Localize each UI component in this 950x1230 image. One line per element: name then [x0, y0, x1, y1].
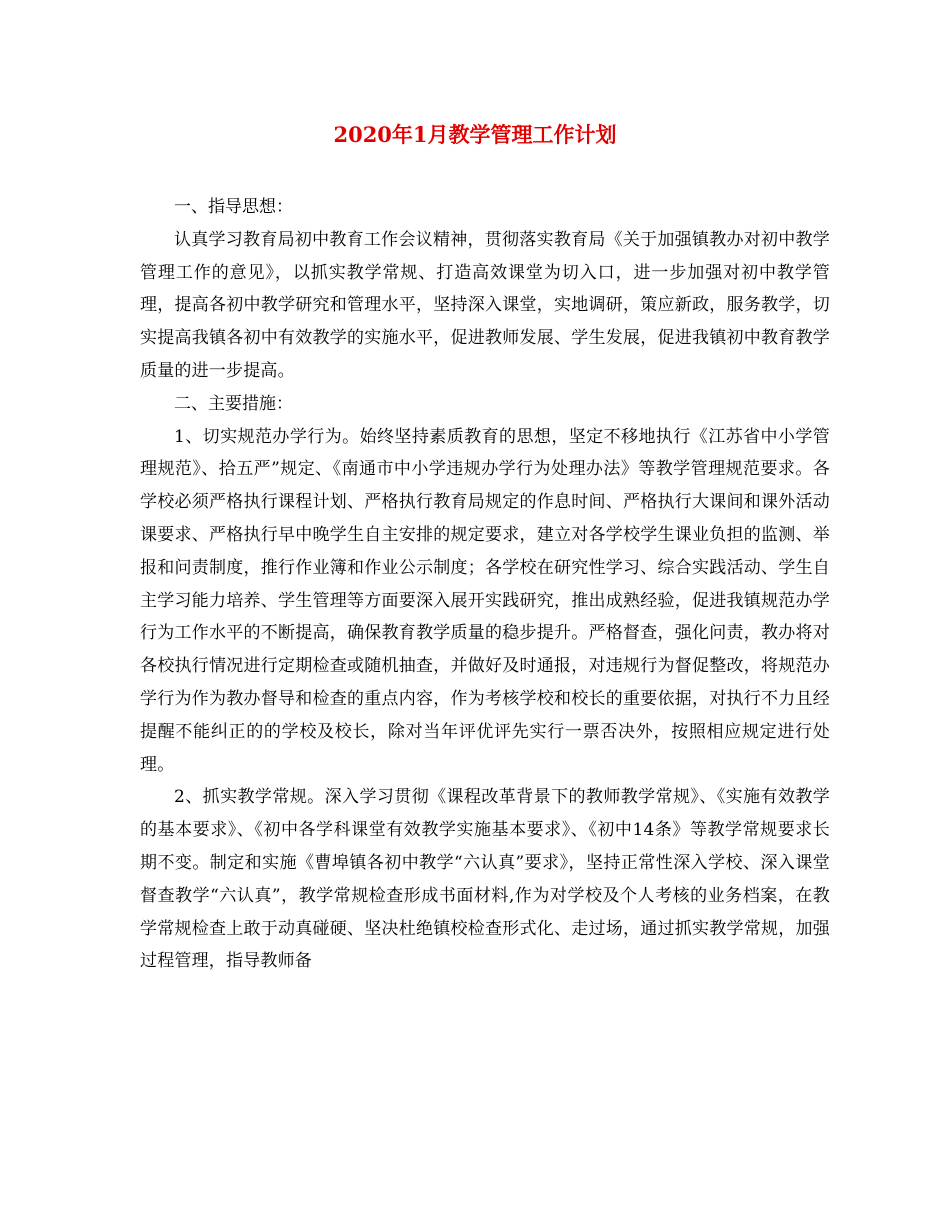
document-body — [140, 191, 830, 978]
paragraph-guiding-ideology: 认真学习教育局初中教育工作会议精神，贯彻落实教育局《关于加强镇教办对初中教学管理工作的意见》，以抓实教学常规、打造高效课堂为切入口，进一步加强对初中教学管理，提高各初中教学研究和管理水平，坚持深入课堂，实地调研，策应新政，服务教学，切实提高我镇各初中有效教学的实施水平，促进教师发展、学生发展，促进我镇初中教育教学质量的进一步提高。 — [140, 229, 830, 381]
document-title: 2020年1月教学管理工作计划 — [333, 122, 617, 147]
section-heading-guiding-ideology: 一、指导思想： — [174, 197, 293, 217]
paragraph-measure-2: 2、抓实教学常规。深入学习贯彻《课程改革背景下的教师教学常规》、《实施有效教学的基本要求》、《初中各学科课堂有效教学实施基本要求》、《初中14条》等教学常规要求长期不变。制定和实施《曹埠镇各初中教学“六认真”要求》，坚持正常性深入学校、深入课堂督查教学“六认真”，教学常规检查形成书面材料,作为对学校及个人考核的业务档案，在教学常规检查上敢于动真碰硬、坚决杜绝镇校检查形式化、走过场，通过抓实教学常规，加强过程管理，指导教师备 — [140, 787, 830, 972]
section-heading-main-measures: 二、主要措施： — [174, 393, 293, 414]
paragraph-measure-1: 1、切实规范办学行为。始终坚持素质教育的思想，坚定不移地执行《江苏省中小学管理规范》、拾五严”规定、《南通市中小学违规办学行为处理办法》等教学管理规范要求。各学校必须严格执行课程计划、严格执行教育局规定的作息时间、严格执行大课间和课外活动课要求、严格执行早中晚学生自主安排的规定要求，建立对各学校学生课业负担的监测、举报和问责制度，推行作业簿和作业公示制度；各学校在研究性学习、综合实践活动、学生自主学习能力培养、学生管理等方面要深入展开实践研究，推出成熟经验，促进我镇规范办学行为工作水平的不断提高，确保教育教学质量的稳步提升。严格督查，强化问责，教办将对各校执行情况进行定期检查或随机抽查，并做好及时通报，对违规行为督促整改，将规范办学行为作为教办督导和检查的重点内容，作为考核学校和校长的重要依据，对执行不力且经提醒不能纠正的的学校及校长，除对当年评优评先实行一票否决外，按照相应规定进行处理。 — [140, 426, 830, 775]
